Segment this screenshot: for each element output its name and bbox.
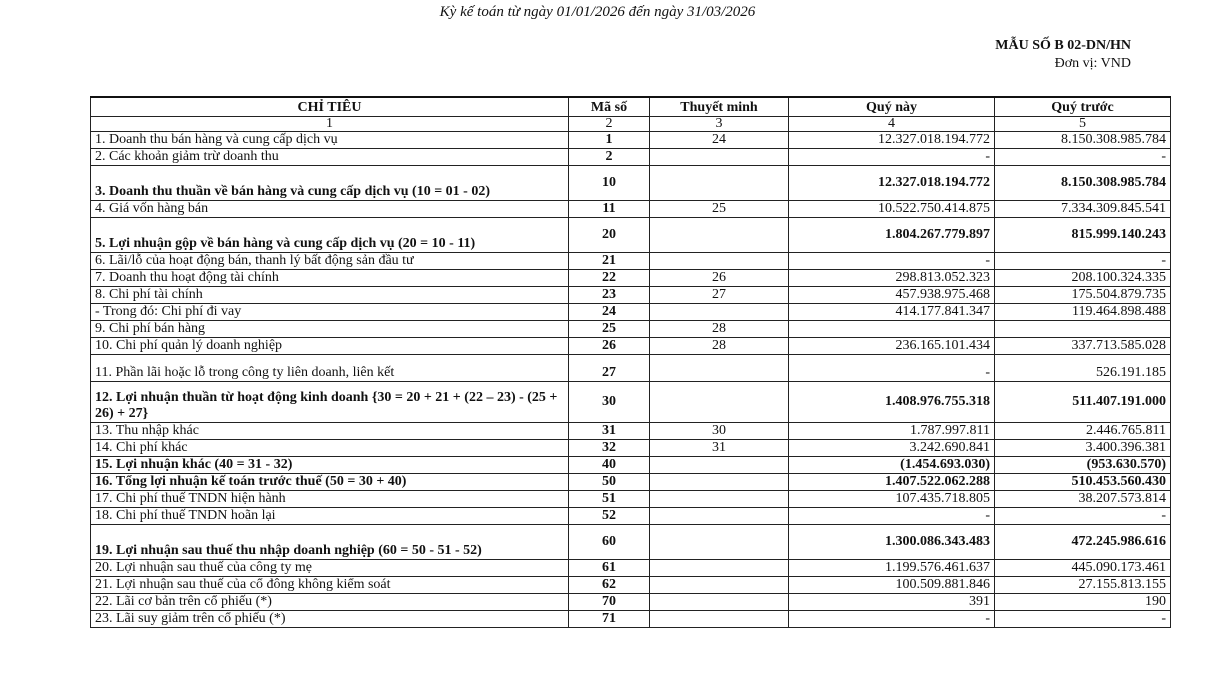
row-code: 10 xyxy=(569,166,650,201)
row-code: 30 xyxy=(569,382,650,423)
row-code: 21 xyxy=(569,253,650,270)
table-row xyxy=(91,304,1171,321)
row-code: 22 xyxy=(569,270,650,287)
form-code: MẪU SỐ B 02-DN/HN xyxy=(995,38,1131,53)
row-code: 60 xyxy=(569,525,650,560)
row-item-name: 14. Chi phí khác xyxy=(91,440,569,457)
row-note: 24 xyxy=(650,132,789,149)
row-previous-quarter: 526.191.185 xyxy=(995,355,1171,382)
table-row xyxy=(91,611,1171,628)
row-note xyxy=(650,304,789,321)
table-row xyxy=(91,577,1171,594)
row-previous-quarter: 175.504.879.735 xyxy=(995,287,1171,304)
col-header-note: Thuyết minh xyxy=(650,97,789,117)
row-note: 31 xyxy=(650,440,789,457)
col-number-5: 5 xyxy=(995,117,1171,132)
row-previous-quarter: - xyxy=(995,508,1171,525)
row-current-quarter: 1.787.997.811 xyxy=(789,423,995,440)
row-current-quarter xyxy=(789,321,995,338)
row-current-quarter: - xyxy=(789,611,995,628)
row-item-name: 4. Giá vốn hàng bán xyxy=(91,201,569,218)
row-current-quarter: 457.938.975.468 xyxy=(789,287,995,304)
row-previous-quarter: (953.630.570) xyxy=(995,457,1171,474)
table-row xyxy=(91,132,1171,149)
row-item-name: 20. Lợi nhuận sau thuế của công ty mẹ xyxy=(91,560,569,577)
row-note xyxy=(650,166,789,201)
row-previous-quarter: 38.207.573.814 xyxy=(995,491,1171,508)
row-code: 25 xyxy=(569,321,650,338)
row-code: 51 xyxy=(569,491,650,508)
row-note xyxy=(650,355,789,382)
row-item-name: 15. Lợi nhuận khác (40 = 31 - 32) xyxy=(91,457,569,474)
row-previous-quarter: 445.090.173.461 xyxy=(995,560,1171,577)
table-row xyxy=(91,474,1171,491)
row-item-name: 23. Lãi suy giảm trên cổ phiếu (*) xyxy=(91,611,569,628)
row-item-name: 8. Chi phí tài chính xyxy=(91,287,569,304)
row-item-name: 11. Phần lãi hoặc lỗ trong công ty liên doanh, liên kết xyxy=(91,355,569,382)
row-note xyxy=(650,508,789,525)
row-current-quarter: 1.300.086.343.483 xyxy=(789,525,995,560)
row-previous-quarter: 472.245.986.616 xyxy=(995,525,1171,560)
table-row xyxy=(91,525,1171,560)
row-code: 20 xyxy=(569,218,650,253)
row-current-quarter: 1.408.976.755.318 xyxy=(789,382,995,423)
row-note: 26 xyxy=(650,270,789,287)
row-previous-quarter: 815.999.140.243 xyxy=(995,218,1171,253)
row-code: 26 xyxy=(569,338,650,355)
row-previous-quarter xyxy=(995,321,1171,338)
row-code: 61 xyxy=(569,560,650,577)
row-previous-quarter: 27.155.813.155 xyxy=(995,577,1171,594)
row-note xyxy=(650,253,789,270)
row-current-quarter: - xyxy=(789,149,995,166)
table-row xyxy=(91,166,1171,201)
row-current-quarter: - xyxy=(789,508,995,525)
col-header-code: Mã số xyxy=(569,97,650,117)
row-item-name: 18. Chi phí thuế TNDN hoãn lại xyxy=(91,508,569,525)
row-note xyxy=(650,382,789,423)
table-row xyxy=(91,355,1171,382)
row-item-name: 12. Lợi nhuận thuần từ hoạt động kinh doanh {30 = 20 + 21 + (22 – 23) - (25 + 26) + 27} xyxy=(91,382,569,423)
row-previous-quarter: 2.446.765.811 xyxy=(995,423,1171,440)
col-header-item: CHỈ TIÊU xyxy=(91,97,569,117)
row-previous-quarter: 511.407.191.000 xyxy=(995,382,1171,423)
row-current-quarter: 100.509.881.846 xyxy=(789,577,995,594)
row-code: 2 xyxy=(569,149,650,166)
row-item-name: 3. Doanh thu thuần về bán hàng và cung cấp dịch vụ (10 = 01 - 02) xyxy=(91,166,569,201)
col-header-previous: Quý trước xyxy=(995,97,1171,117)
col-number-1: 1 xyxy=(91,117,569,132)
table-row xyxy=(91,440,1171,457)
row-previous-quarter: 8.150.308.985.784 xyxy=(995,166,1171,201)
col-number-3: 3 xyxy=(650,117,789,132)
row-code: 24 xyxy=(569,304,650,321)
table-row xyxy=(91,287,1171,304)
table-row xyxy=(91,218,1171,253)
row-previous-quarter: - xyxy=(995,253,1171,270)
row-note xyxy=(650,560,789,577)
table-row xyxy=(91,201,1171,218)
row-previous-quarter: 8.150.308.985.784 xyxy=(995,132,1171,149)
row-current-quarter: (1.454.693.030) xyxy=(789,457,995,474)
row-code: 27 xyxy=(569,355,650,382)
row-item-name: 22. Lãi cơ bản trên cổ phiếu (*) xyxy=(91,594,569,611)
row-item-name: 9. Chi phí bán hàng xyxy=(91,321,569,338)
row-note: 28 xyxy=(650,338,789,355)
row-note: 27 xyxy=(650,287,789,304)
row-current-quarter: 12.327.018.194.772 xyxy=(789,166,995,201)
row-code: 40 xyxy=(569,457,650,474)
row-previous-quarter: 208.100.324.335 xyxy=(995,270,1171,287)
row-code: 11 xyxy=(569,201,650,218)
row-note xyxy=(650,525,789,560)
row-current-quarter: - xyxy=(789,355,995,382)
reporting-period: Kỳ kế toán từ ngày 01/01/2026 đến ngày 31/03/2026 xyxy=(439,4,756,20)
row-item-name: 5. Lợi nhuận gộp về bán hàng và cung cấp dịch vụ (20 = 10 - 11) xyxy=(91,218,569,253)
table-row xyxy=(91,491,1171,508)
row-note: 30 xyxy=(650,423,789,440)
row-code: 62 xyxy=(569,577,650,594)
row-item-name: 19. Lợi nhuận sau thuế thu nhập doanh nghiệp (60 = 50 - 51 - 52) xyxy=(91,525,569,560)
row-previous-quarter: 119.464.898.488 xyxy=(995,304,1171,321)
table-row xyxy=(91,321,1171,338)
table-row xyxy=(91,423,1171,440)
row-previous-quarter: 3.400.396.381 xyxy=(995,440,1171,457)
table-row xyxy=(91,149,1171,166)
row-code: 23 xyxy=(569,287,650,304)
row-current-quarter: 298.813.052.323 xyxy=(789,270,995,287)
row-current-quarter: 236.165.101.434 xyxy=(789,338,995,355)
table-row xyxy=(91,594,1171,611)
row-item-name: 10. Chi phí quản lý doanh nghiệp xyxy=(91,338,569,355)
row-note xyxy=(650,149,789,166)
row-current-quarter: 107.435.718.805 xyxy=(789,491,995,508)
table-row xyxy=(91,508,1171,525)
row-previous-quarter: 190 xyxy=(995,594,1171,611)
row-note xyxy=(650,474,789,491)
row-current-quarter: 10.522.750.414.875 xyxy=(789,201,995,218)
row-code: 32 xyxy=(569,440,650,457)
row-note xyxy=(650,594,789,611)
row-previous-quarter: - xyxy=(995,149,1171,166)
col-number-2: 2 xyxy=(569,117,650,132)
row-current-quarter: 3.242.690.841 xyxy=(789,440,995,457)
row-previous-quarter: 510.453.560.430 xyxy=(995,474,1171,491)
row-note xyxy=(650,611,789,628)
row-current-quarter: 414.177.841.347 xyxy=(789,304,995,321)
row-current-quarter: 1.199.576.461.637 xyxy=(789,560,995,577)
row-note xyxy=(650,577,789,594)
row-item-name: 17. Chi phí thuế TNDN hiện hành xyxy=(91,491,569,508)
table-row xyxy=(91,338,1171,355)
row-current-quarter: - xyxy=(789,253,995,270)
row-code: 71 xyxy=(569,611,650,628)
row-item-name: 2. Các khoản giảm trừ doanh thu xyxy=(91,149,569,166)
row-code: 31 xyxy=(569,423,650,440)
table-row xyxy=(91,457,1171,474)
col-header-current: Quý này xyxy=(789,97,995,117)
row-item-name: 6. Lãi/lỗ của hoạt động bán, thanh lý bất động sản đầu tư xyxy=(91,253,569,270)
row-current-quarter: 1.804.267.779.897 xyxy=(789,218,995,253)
row-item-name: - Trong đó: Chi phí đi vay xyxy=(91,304,569,321)
row-code: 1 xyxy=(569,132,650,149)
row-previous-quarter: 7.334.309.845.541 xyxy=(995,201,1171,218)
row-note: 28 xyxy=(650,321,789,338)
row-item-name: 21. Lợi nhuận sau thuế của cổ đông không kiểm soát xyxy=(91,577,569,594)
row-code: 52 xyxy=(569,508,650,525)
currency-unit: Đơn vị: VND xyxy=(1054,56,1131,71)
row-code: 70 xyxy=(569,594,650,611)
row-current-quarter: 12.327.018.194.772 xyxy=(789,132,995,149)
row-previous-quarter: - xyxy=(995,611,1171,628)
row-item-name: 7. Doanh thu hoạt động tài chính xyxy=(91,270,569,287)
row-item-name: 1. Doanh thu bán hàng và cung cấp dịch vụ xyxy=(91,132,569,149)
row-current-quarter: 391 xyxy=(789,594,995,611)
row-note: 25 xyxy=(650,201,789,218)
row-previous-quarter: 337.713.585.028 xyxy=(995,338,1171,355)
row-item-name: 13. Thu nhập khác xyxy=(91,423,569,440)
table-row xyxy=(91,253,1171,270)
row-note xyxy=(650,491,789,508)
income-statement-table xyxy=(90,96,1171,628)
row-code: 50 xyxy=(569,474,650,491)
col-number-4: 4 xyxy=(789,117,995,132)
row-note xyxy=(650,457,789,474)
table-row xyxy=(91,560,1171,577)
row-item-name: 16. Tổng lợi nhuận kế toán trước thuế (50 = 30 + 40) xyxy=(91,474,569,491)
table-row xyxy=(91,382,1171,423)
row-note xyxy=(650,218,789,253)
table-row xyxy=(91,270,1171,287)
row-current-quarter: 1.407.522.062.288 xyxy=(789,474,995,491)
